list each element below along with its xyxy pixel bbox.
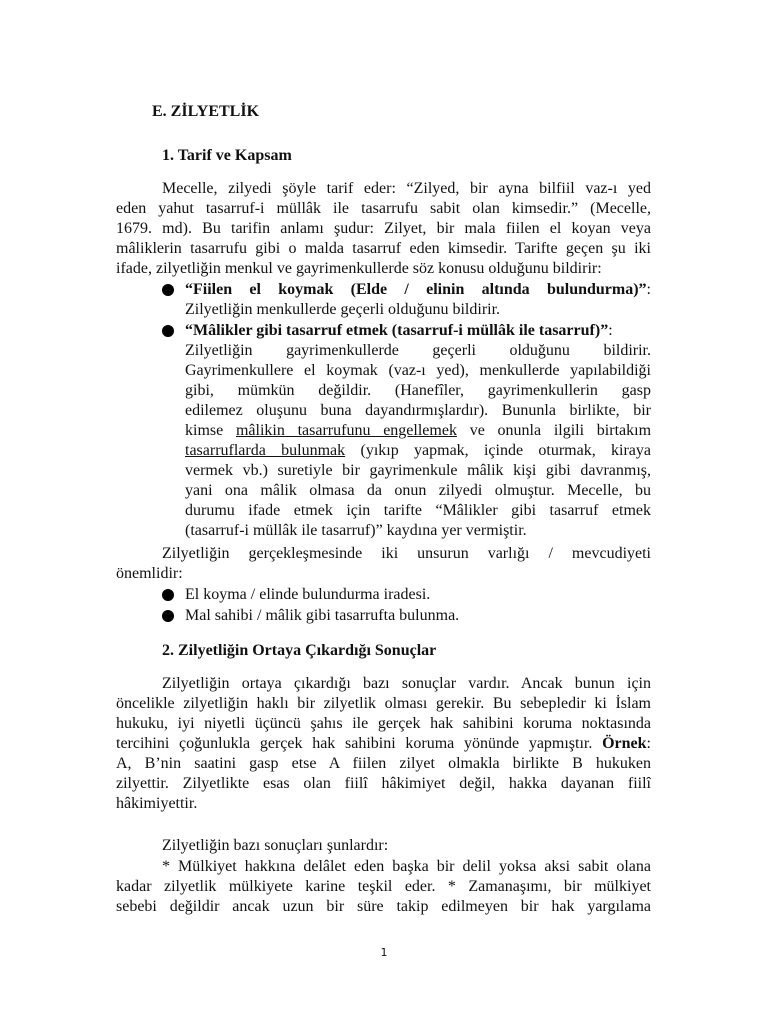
page-number: 1 <box>380 946 388 959</box>
paragraph-line: kadar zilyetlik mülkiyete karine teşkil eder. * Zamanaşımı, bir mülkiyet <box>116 878 651 895</box>
bullet-item-text: Gayrimenkullere el koymak (vaz-ı yed), menkullerde yapılabildiği <box>185 362 651 379</box>
paragraph-line: önemlidir: <box>116 565 183 582</box>
bullet-item-text: (tasarruf-i müllâk ile tasarruf)” kaydına yer vermiştir. <box>185 522 527 539</box>
paragraph-line: 1679. md). Bu tarifin anlamı şudur: Zilyet, bir mala fiilen el koyan veya <box>116 220 651 237</box>
bullet-icon <box>162 284 174 296</box>
paragraph-line: Zilyetliğin gerçekleşmesinde iki unsurun varlığı / mevcudiyeti <box>162 545 651 562</box>
paragraph-line: ifade, zilyetliğin menkul ve gayrimenkullerde söz konusu olduğunu bildirir: <box>116 260 602 277</box>
paragraph-line: A, B’nin saatini gasp etse A fiilen zilyet olmakla birlikte B hukuken <box>116 755 651 772</box>
paragraph-line: Zilyetliğin ortaya çıkardığı bazı sonuçlar vardır. Ancak bunun için <box>162 675 651 692</box>
bullet-icon <box>162 610 174 622</box>
bullet-item-text: Zilyetliğin gayrimenkullerde geçerli olduğunu bildirir. <box>185 342 651 359</box>
paragraph-line: hukuku, iyi niyetli üçüncü şahıs ile gerçek hak sahibini koruma noktasında <box>116 715 651 732</box>
bullet-item-text: yani ona mâlik olmasa da onun zilyedi olmuştur. Mecelle, bu <box>185 482 651 499</box>
bullet-item-text: durumu ifade etmek için tarifte “Mâlikler gibi tasarruf etmek <box>185 502 651 519</box>
paragraph-line: tercihini çoğunlukla gerçek hak sahibini koruma yönünde yapmıştır. Örnek: <box>116 735 651 752</box>
bullet-item-heading: “Mâlikler gibi tasarruf etmek (tasarruf-i müllâk ile tasarruf)”: <box>185 322 613 339</box>
paragraph-line: Mecelle, zilyedi şöyle tarif eder: “Zilyed, bir ayna bilfiil vaz-ı yed <box>162 180 651 197</box>
bullet-icon <box>162 325 174 337</box>
section-1-heading: 1. Tarif ve Kapsam <box>162 147 292 164</box>
bullet-item-text: vermek vb.) suretiyle bir gayrimenkule mâlik kişi gibi davranmış, <box>185 462 651 479</box>
bullet-item-text: edilemez oluşunu buna dayandırmışlardır). Bununla birlikte, bir <box>185 402 651 419</box>
bullet-item-text: Zilyetliğin menkullerde geçerli olduğunu bildirir. <box>185 301 501 318</box>
paragraph-line: eden yahut tasarruf-i müllâk ile tasarrufu sabit olan kimsedir.” (Mecelle, <box>116 200 651 217</box>
paragraph-line: hâkimiyettir. <box>116 795 198 812</box>
paragraph-line: mâliklerin tasarrufu gibi o malda tasarruf eden kimsedir. Tarifte geçen şu iki <box>116 240 651 257</box>
bullet-item-heading: “Fiilen el koymak (Elde / elinin altında bulundurma)”: <box>185 281 651 298</box>
paragraph-line: * Mülkiyet hakkına delâlet eden başka bir delil yoksa aksi sabit olana <box>162 858 651 875</box>
section-title: E. ZİLYETLİK <box>152 103 260 120</box>
bullet-item-text: Mal sahibi / mâlik gibi tasarrufta bulunma. <box>185 607 460 624</box>
bullet-item-text: tasarruflarda bulunmak (yıkıp yapmak, içinde oturmak, kiraya <box>185 442 652 459</box>
bullet-item-text: gibi, mümkün değildir. (Hanefîler, gayrimenkullerin gasp <box>185 382 651 399</box>
paragraph-line: sebebi değildir ancak uzun bir süre takip edilmeyen bir hak yargılama <box>116 898 651 915</box>
paragraph-line: Zilyetliğin bazı sonuçları şunlardır: <box>162 837 389 854</box>
bullet-icon <box>162 589 174 601</box>
bullet-item-text: kimse mâlikin tasarrufunu engellemek ve onunla ilgili birtakım <box>185 422 652 439</box>
paragraph-line: öncelikle zilyetliğin haklı bir zilyetlik olması gerekir. Bu sebepledir ki İslam <box>116 695 651 712</box>
bullet-item-text: El koyma / elinde bulundurma iradesi. <box>185 586 431 603</box>
paragraph-line: zilyettir. Zilyetlikte esas olan fiilî hâkimiyet değil, hakka dayanan fiilî <box>116 775 651 792</box>
section-2-heading: 2. Zilyetliğin Ortaya Çıkardığı Sonuçlar <box>162 642 437 659</box>
